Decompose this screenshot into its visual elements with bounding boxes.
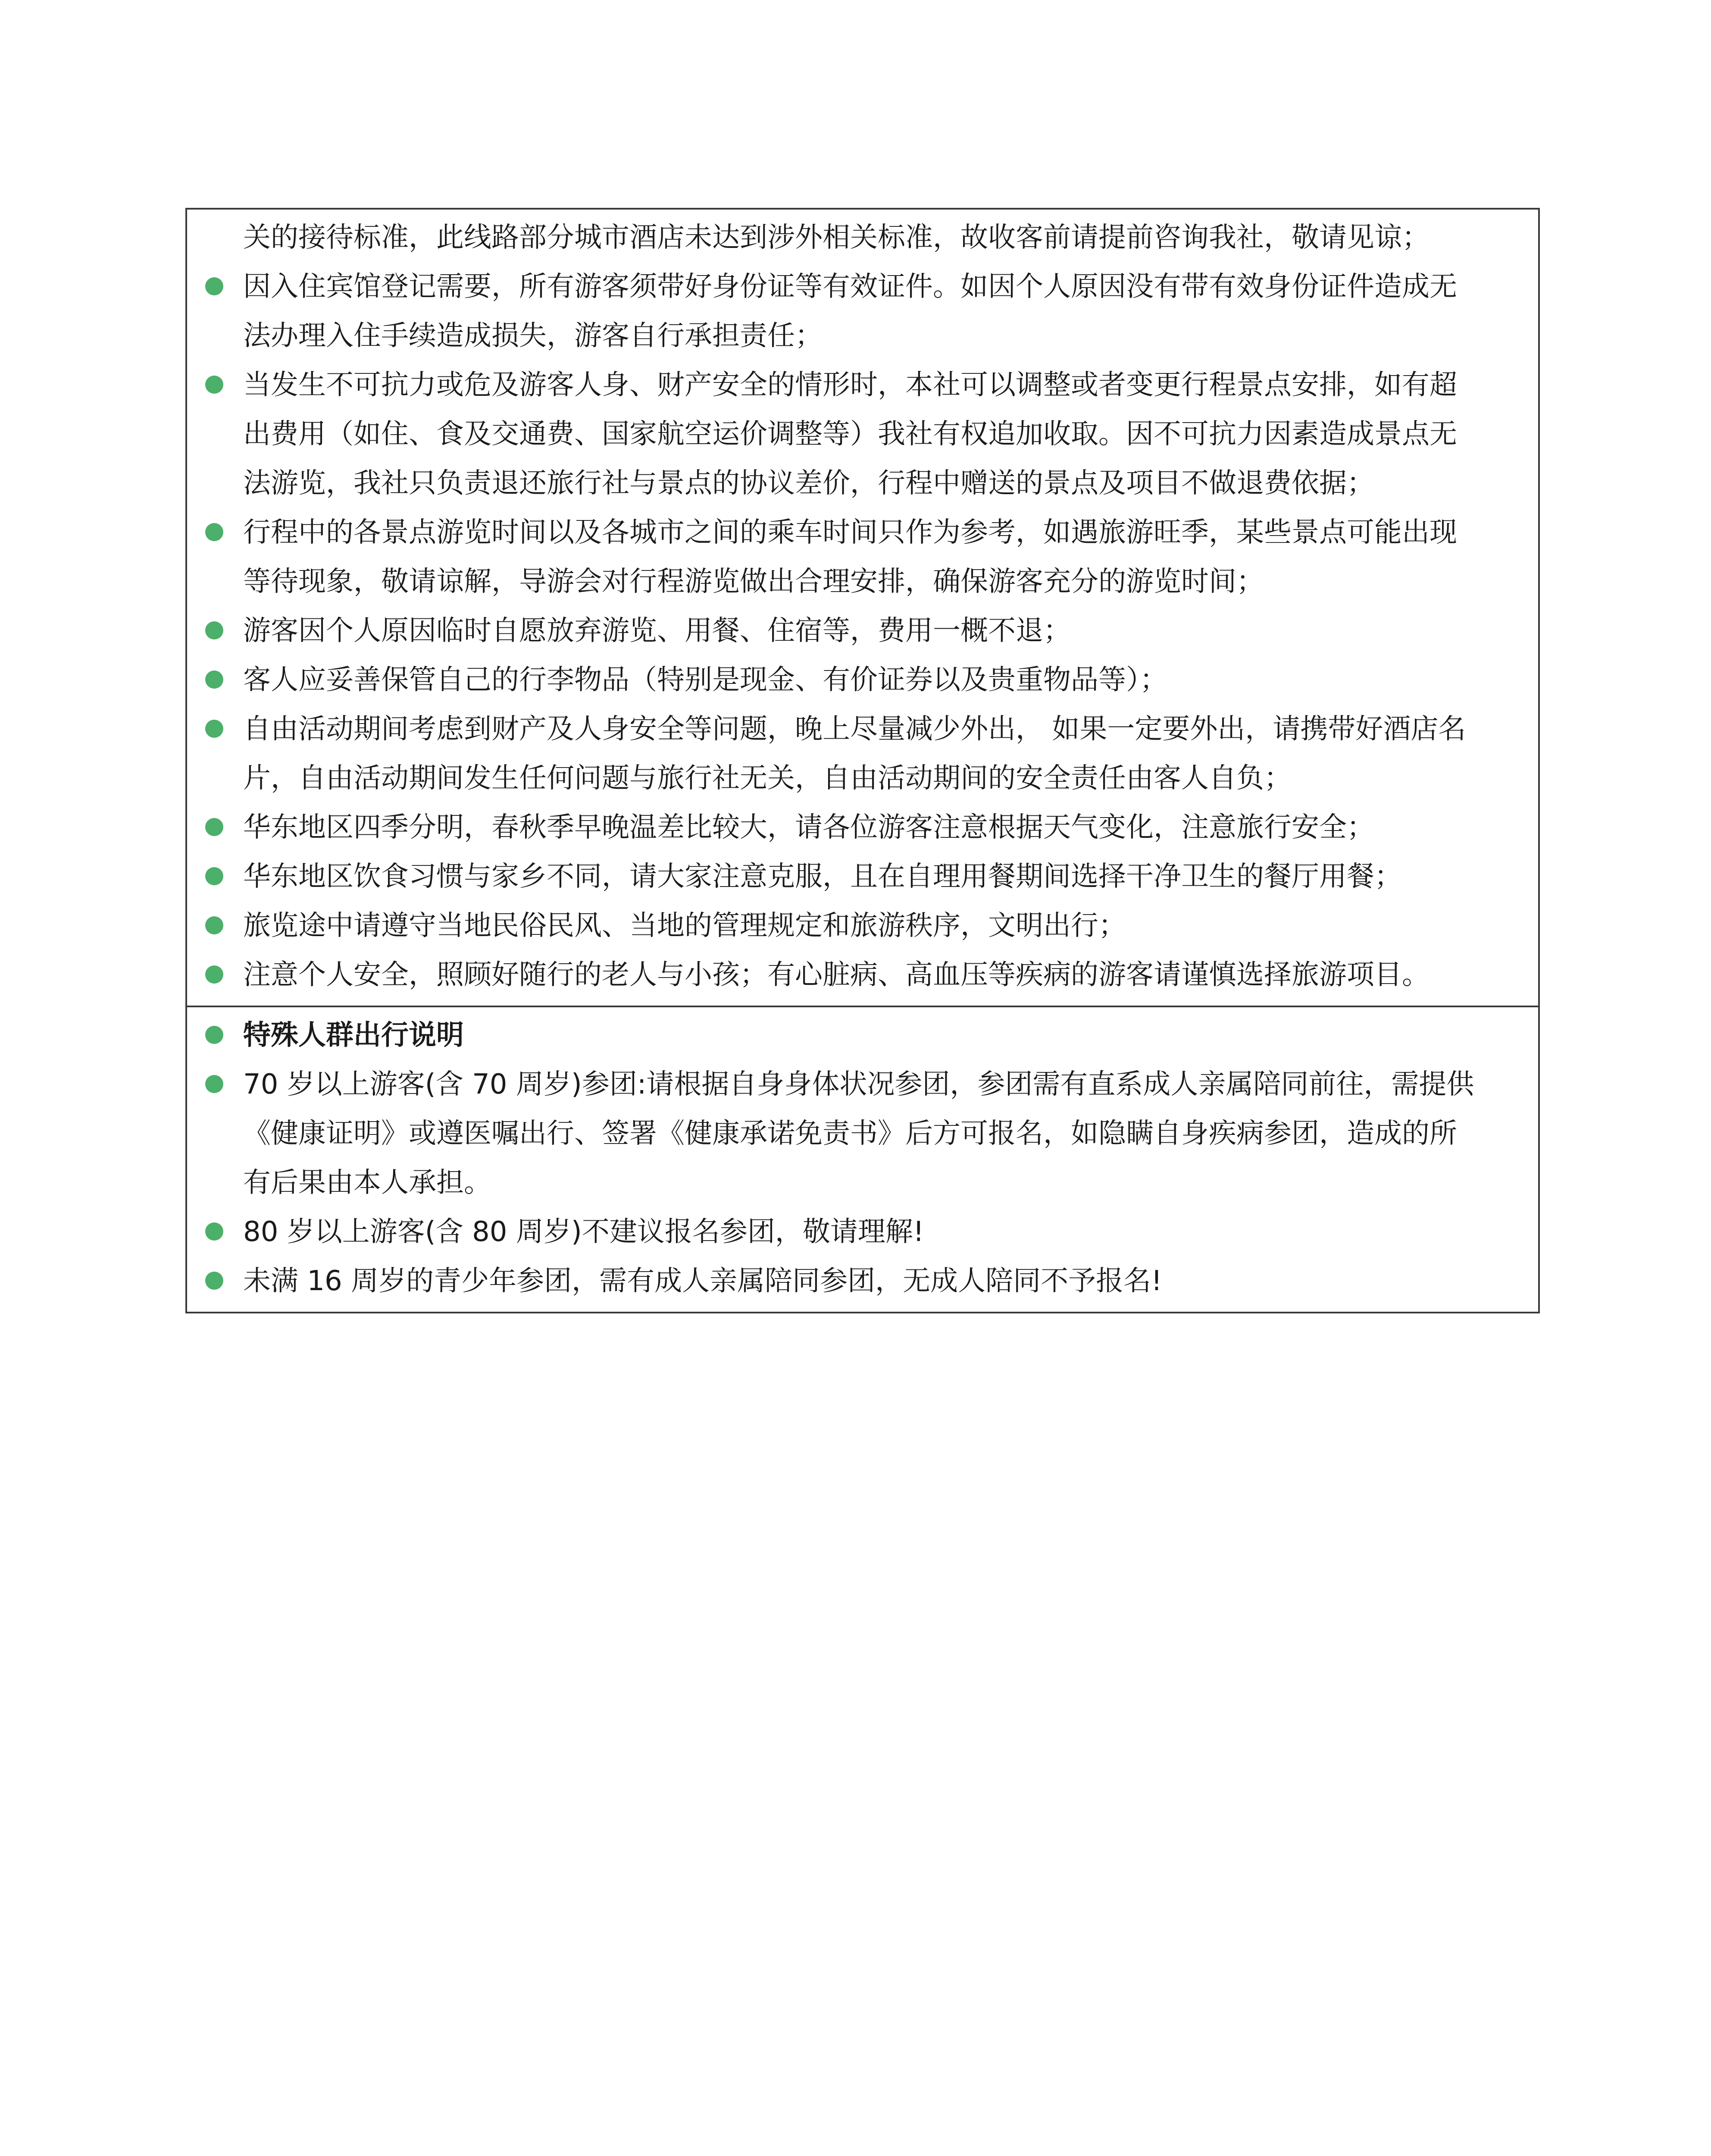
list-item	[187, 311, 1523, 360]
notes-cell-special	[186, 1006, 1539, 1313]
list-item	[187, 901, 1523, 950]
list-item-text: 自由活动期间考虑到财产及人身安全等问题，晚上尽量减少外出， 如果一定要外出，请携带好酒店名	[243, 713, 1466, 745]
list-item-text: 《健康证明》或遵医嘱出行、签署《健康承诺免责书》后方可报名，如隐瞒自身疾病参团，造成的所	[243, 1118, 1457, 1150]
notes-row-general	[186, 209, 1539, 1006]
section-heading-text: 特殊人群出行说明	[243, 1019, 464, 1051]
bullet-dot-icon	[205, 965, 223, 984]
list-item-text: 注意个人安全，照顾好随行的老人与小孩；有心脏病、高血压等疾病的游客请谨慎选择旅游项目。	[243, 959, 1429, 991]
special-groups-list	[187, 1007, 1538, 1312]
bullet-dot-icon	[205, 277, 223, 295]
list-item	[187, 360, 1523, 410]
list-item	[187, 950, 1523, 1000]
list-item	[187, 213, 1523, 262]
list-item	[187, 852, 1523, 901]
bullet-dot-icon	[205, 1222, 223, 1241]
list-item-text: 华东地区饮食习惯与家乡不同，请大家注意克服，且在自理用餐期间选择干净卫生的餐厅用餐；	[243, 861, 1402, 893]
list-item-text: 法游览，我社只负责退还旅行社与景点的协议差价，行程中赠送的景点及项目不做退费依据；	[243, 467, 1374, 499]
list-item	[187, 705, 1523, 754]
list-item-text: 因入住宾馆登记需要，所有游客须带好身份证等有效证件。如因个人原因没有带有效身份证件造成无	[243, 271, 1457, 303]
list-item-text: 旅览途中请遵守当地民俗民风、当地的管理规定和旅游秩序，文明出行；	[243, 910, 1126, 942]
list-item	[187, 754, 1523, 803]
list-item-text: 出费用（如住、食及交通费、国家航空运价调整等）我社有权追加收取。因不可抗力因素造成景点无	[243, 418, 1457, 450]
list-item	[187, 557, 1523, 606]
list-item-text: 片，自由活动期间发生任何问题与旅行社无关，自由活动期间的安全责任由客人自负；	[243, 762, 1292, 794]
list-item-text: 80 岁以上游客(含 80 周岁)不建议报名参团，敬请理解!	[243, 1216, 924, 1248]
list-item-text: 70 岁以上游客(含 70 周岁)参团:请根据自身身体状况参团，参团需有直系成人亲属陪同前往，需提供	[243, 1069, 1474, 1100]
bullet-dot-icon	[205, 720, 223, 738]
bullet-dot-icon	[205, 621, 223, 639]
list-item	[187, 1207, 1523, 1257]
bullet-dot-icon	[205, 916, 223, 934]
bullet-dot-icon	[205, 1075, 223, 1093]
general-notes-list	[187, 210, 1538, 1006]
list-item	[187, 606, 1523, 655]
bullet-dot-icon	[205, 523, 223, 541]
notes-table	[185, 208, 1540, 1313]
bullet-dot-icon	[205, 1026, 223, 1044]
list-item-text: 关的接待标准，此线路部分城市酒店未达到涉外相关标准，故收客前请提前咨询我社，敬请见谅；	[243, 222, 1429, 254]
list-item-text: 游客因个人原因临时自愿放弃游览、用餐、住宿等，费用一概不退；	[243, 615, 1071, 647]
list-item	[187, 459, 1523, 508]
list-item-text: 行程中的各景点游览时间以及各城市之间的乘车时间只作为参考，如遇旅游旺季，某些景点可能出现	[243, 517, 1457, 548]
list-item	[187, 508, 1523, 557]
bullet-dot-icon	[205, 376, 223, 394]
list-item	[187, 1060, 1523, 1109]
bullet-dot-icon	[205, 867, 223, 885]
notes-row-special	[186, 1006, 1539, 1313]
bullet-dot-icon	[205, 1272, 223, 1290]
bullet-dot-icon	[205, 818, 223, 836]
list-item	[187, 1109, 1523, 1158]
list-item-text: 等待现象，敬请谅解，导游会对行程游览做出合理安排，确保游客充分的游览时间；	[243, 566, 1264, 598]
bullet-dot-icon	[205, 671, 223, 689]
list-item	[187, 410, 1523, 459]
list-item	[187, 1257, 1523, 1306]
list-item	[187, 1158, 1523, 1207]
list-item-text: 当发生不可抗力或危及游客人身、财产安全的情形时，本社可以调整或者变更行程景点安排，如有超	[243, 369, 1457, 401]
list-item-text: 华东地区四季分明，春秋季早晚温差比较大，请各位游客注意根据天气变化，注意旅行安全；	[243, 812, 1374, 843]
notes-cell-general	[186, 209, 1539, 1006]
list-item-text: 有后果由本人承担。	[243, 1167, 491, 1199]
list-item	[187, 262, 1523, 311]
list-item-text: 法办理入住手续造成损失，游客自行承担责任；	[243, 320, 823, 352]
list-item	[187, 655, 1523, 705]
list-item	[187, 803, 1523, 852]
list-item-text: 客人应妥善保管自己的行李物品（特别是现金、有价证券以及贵重物品等）；	[243, 664, 1167, 696]
section-heading	[187, 1011, 1523, 1060]
list-item-text: 未满 16 周岁的青少年参团，需有成人亲属陪同参团，无成人陪同不予报名!	[243, 1265, 1162, 1297]
